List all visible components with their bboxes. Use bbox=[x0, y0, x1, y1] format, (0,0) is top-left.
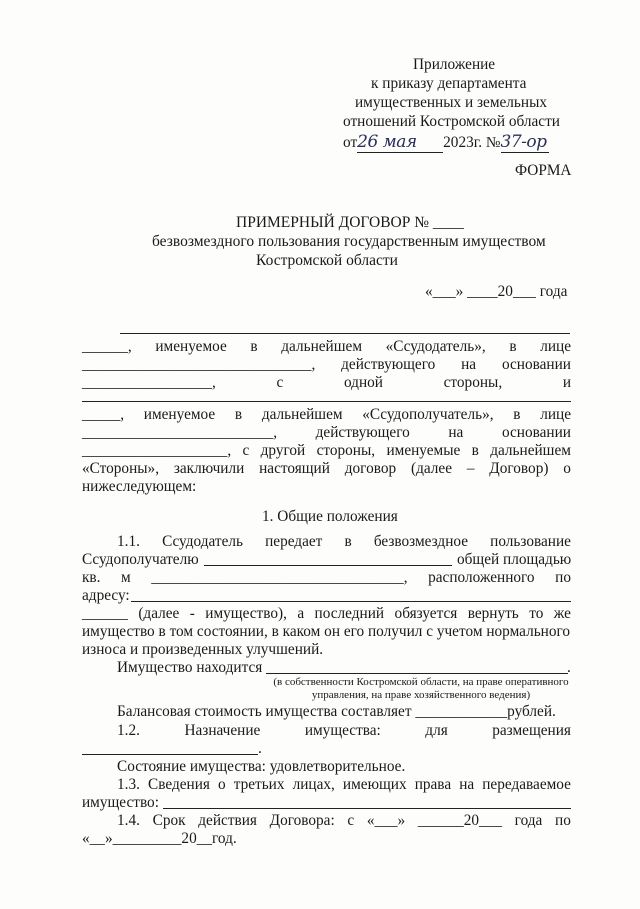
property-location-blank bbox=[266, 673, 568, 674]
party2-line1 bbox=[82, 406, 571, 424]
clause-1-4-line1 bbox=[117, 812, 571, 830]
blank: ______, bbox=[82, 338, 132, 355]
word: заключили bbox=[173, 460, 245, 477]
clause-1-4-line2: «__»_________20__год. bbox=[82, 830, 237, 847]
word: кв. bbox=[82, 569, 101, 586]
clause-1-1-address-label: адресу: bbox=[82, 587, 130, 604]
word: лицах, bbox=[292, 776, 335, 793]
word: лице bbox=[540, 406, 571, 423]
word: вернуть bbox=[467, 605, 519, 622]
contract-title: ПРИМЕРНЫЙ ДОГОВОР № ____ bbox=[236, 214, 464, 231]
department-line: имущественных и земельных bbox=[355, 94, 548, 111]
property-location-end: . bbox=[567, 659, 571, 676]
blank: ___________________, bbox=[82, 442, 232, 459]
word: в bbox=[513, 406, 521, 423]
word: действующего bbox=[341, 356, 436, 373]
clause-1-1-line7: износа и произведенных улучшений. bbox=[82, 641, 324, 658]
date-prefix: от bbox=[343, 134, 358, 151]
word: а bbox=[297, 605, 305, 622]
word: именуемые bbox=[386, 442, 461, 459]
word: основании bbox=[501, 356, 571, 373]
word: Сведения bbox=[148, 776, 210, 793]
parties-line5: нижеследующем: bbox=[82, 478, 197, 495]
word: основании bbox=[501, 424, 571, 441]
word: года bbox=[514, 812, 543, 829]
location-note-line1: (в собственности Костромской области, на праве оперативного bbox=[273, 676, 569, 688]
word: в bbox=[234, 406, 243, 423]
word: то bbox=[529, 605, 544, 622]
word: в bbox=[250, 338, 258, 355]
clause-1-1-line2-right: общей площадью bbox=[457, 551, 572, 568]
party1-name-blank bbox=[120, 333, 570, 334]
word: с bbox=[242, 442, 250, 459]
order-ref-line: к приказу департамента bbox=[371, 75, 527, 92]
word: последний bbox=[314, 605, 385, 622]
word: с bbox=[347, 812, 355, 829]
word: (далее bbox=[410, 460, 452, 477]
word: именуемое bbox=[143, 406, 216, 423]
word: дальнейшем bbox=[261, 406, 343, 423]
section-heading: 1. Общие положения bbox=[262, 508, 398, 525]
word: передает bbox=[265, 533, 323, 550]
address-blank bbox=[131, 601, 571, 602]
word: стороны, bbox=[443, 374, 503, 391]
word: именуемое bbox=[155, 338, 227, 355]
clause-1-1-line3 bbox=[82, 569, 571, 587]
clause-1-1-line6: имущество в том состоянии, в каком он его получил с учетом нормального bbox=[82, 623, 571, 640]
clause-1-3-line1 bbox=[117, 776, 571, 794]
appendix-label: Приложение bbox=[413, 56, 496, 73]
word: на bbox=[461, 356, 477, 373]
word: дальнейшем bbox=[490, 442, 571, 459]
blank: ______________________________, bbox=[82, 356, 316, 373]
word: в bbox=[344, 533, 352, 550]
word: о bbox=[217, 776, 226, 793]
word: права bbox=[414, 776, 452, 793]
word: расположенного bbox=[428, 569, 535, 586]
blank: «___» bbox=[366, 812, 406, 829]
word: же bbox=[553, 605, 571, 622]
word: по bbox=[555, 569, 571, 586]
word: с bbox=[276, 374, 284, 391]
word: - bbox=[189, 605, 195, 622]
party1-line1 bbox=[82, 338, 571, 356]
handwritten-number: 37-ор bbox=[500, 132, 547, 152]
clause-number: 1.3. bbox=[117, 776, 140, 793]
word: имущество), bbox=[205, 605, 287, 622]
word: действия bbox=[198, 812, 257, 829]
word: передаваемое bbox=[482, 776, 571, 793]
word: настоящий bbox=[259, 460, 330, 477]
word: – bbox=[466, 460, 475, 477]
blank: _________________________, bbox=[82, 424, 278, 441]
purpose-blank bbox=[82, 754, 258, 755]
clause-number: 1.2. bbox=[117, 722, 140, 739]
word: третьих bbox=[233, 776, 285, 793]
party1-line3 bbox=[82, 374, 571, 392]
date-year: 2023г. № bbox=[443, 134, 501, 151]
word: (далее bbox=[138, 605, 180, 622]
party2-name-blank bbox=[82, 401, 571, 402]
word: Срок bbox=[152, 812, 186, 829]
word: в bbox=[471, 442, 479, 459]
word: для bbox=[425, 722, 448, 739]
balance-value-line: Балансовая стоимость имущества составляет ____________рублей. bbox=[117, 703, 556, 720]
word: «Стороны», bbox=[82, 460, 160, 477]
contract-date-line: «___» ____20___ года bbox=[425, 283, 568, 300]
word: лице bbox=[540, 338, 571, 355]
party1-line2 bbox=[82, 356, 571, 374]
word: одной bbox=[343, 374, 383, 391]
word: Ссудодатель bbox=[162, 533, 243, 550]
clause-1-1-line5 bbox=[82, 605, 571, 623]
property-location-label: Имущество находится bbox=[117, 659, 263, 676]
clause-1-1-line2-left: Ссудополучателю bbox=[82, 551, 199, 568]
third-parties-label: имущество: bbox=[82, 794, 159, 811]
word: пользование bbox=[490, 533, 571, 550]
word: на bbox=[459, 776, 475, 793]
clause-1-1-line1 bbox=[117, 533, 571, 551]
word: м bbox=[121, 569, 131, 586]
property-state-line: Состояние имущества: удовлетворительное. bbox=[117, 758, 406, 775]
party2-line2 bbox=[82, 424, 571, 442]
contract-subtitle: безвозмездного пользования государственным имуществом bbox=[152, 233, 546, 250]
word: дальнейшем bbox=[281, 338, 362, 355]
clause-1-2-line1 bbox=[117, 722, 571, 740]
party-role: «Ссудополучатель», bbox=[362, 406, 494, 423]
blank: ______ bbox=[82, 605, 128, 622]
department-line: отношений Костромской области bbox=[343, 113, 560, 130]
word: размещения bbox=[492, 722, 571, 739]
word: стороны, bbox=[316, 442, 376, 459]
word: Договора: bbox=[269, 812, 335, 829]
parties-line4 bbox=[82, 460, 571, 478]
word: в bbox=[509, 338, 517, 355]
blank: _________________, bbox=[82, 374, 216, 391]
word: имущества: bbox=[304, 722, 381, 739]
location-note-line2: управления, на праве хозяйственного ведения) bbox=[311, 689, 531, 701]
clause-number: 1.1. bbox=[117, 533, 140, 550]
word: по bbox=[555, 812, 571, 829]
word: имеющих bbox=[342, 776, 407, 793]
recipient-blank bbox=[204, 565, 452, 566]
blank: _____, bbox=[82, 406, 125, 423]
third-parties-blank bbox=[163, 808, 571, 809]
purpose-end: . bbox=[258, 740, 262, 757]
blank: _________________________________, bbox=[151, 569, 408, 586]
word: Договор) bbox=[489, 460, 549, 477]
word: другой bbox=[260, 442, 306, 459]
party2-line3 bbox=[82, 442, 571, 460]
blank: ______20___ bbox=[417, 812, 502, 829]
word: Назначение bbox=[184, 722, 261, 739]
contract-subtitle-region: Костромской области bbox=[256, 252, 398, 269]
word: безвозмездное bbox=[373, 533, 469, 550]
word: действующего bbox=[315, 424, 410, 441]
clause-number: 1.4. bbox=[117, 812, 140, 829]
party-role: «Ссудодатель», bbox=[385, 338, 486, 355]
form-label: ФОРМА bbox=[515, 162, 572, 179]
word: обязуется bbox=[394, 605, 458, 622]
word: на bbox=[448, 424, 464, 441]
word: о bbox=[563, 460, 571, 477]
word: и bbox=[562, 374, 571, 391]
word: договор bbox=[344, 460, 397, 477]
order-date-line bbox=[343, 132, 549, 153]
handwritten-date: 26 мая bbox=[357, 132, 443, 153]
